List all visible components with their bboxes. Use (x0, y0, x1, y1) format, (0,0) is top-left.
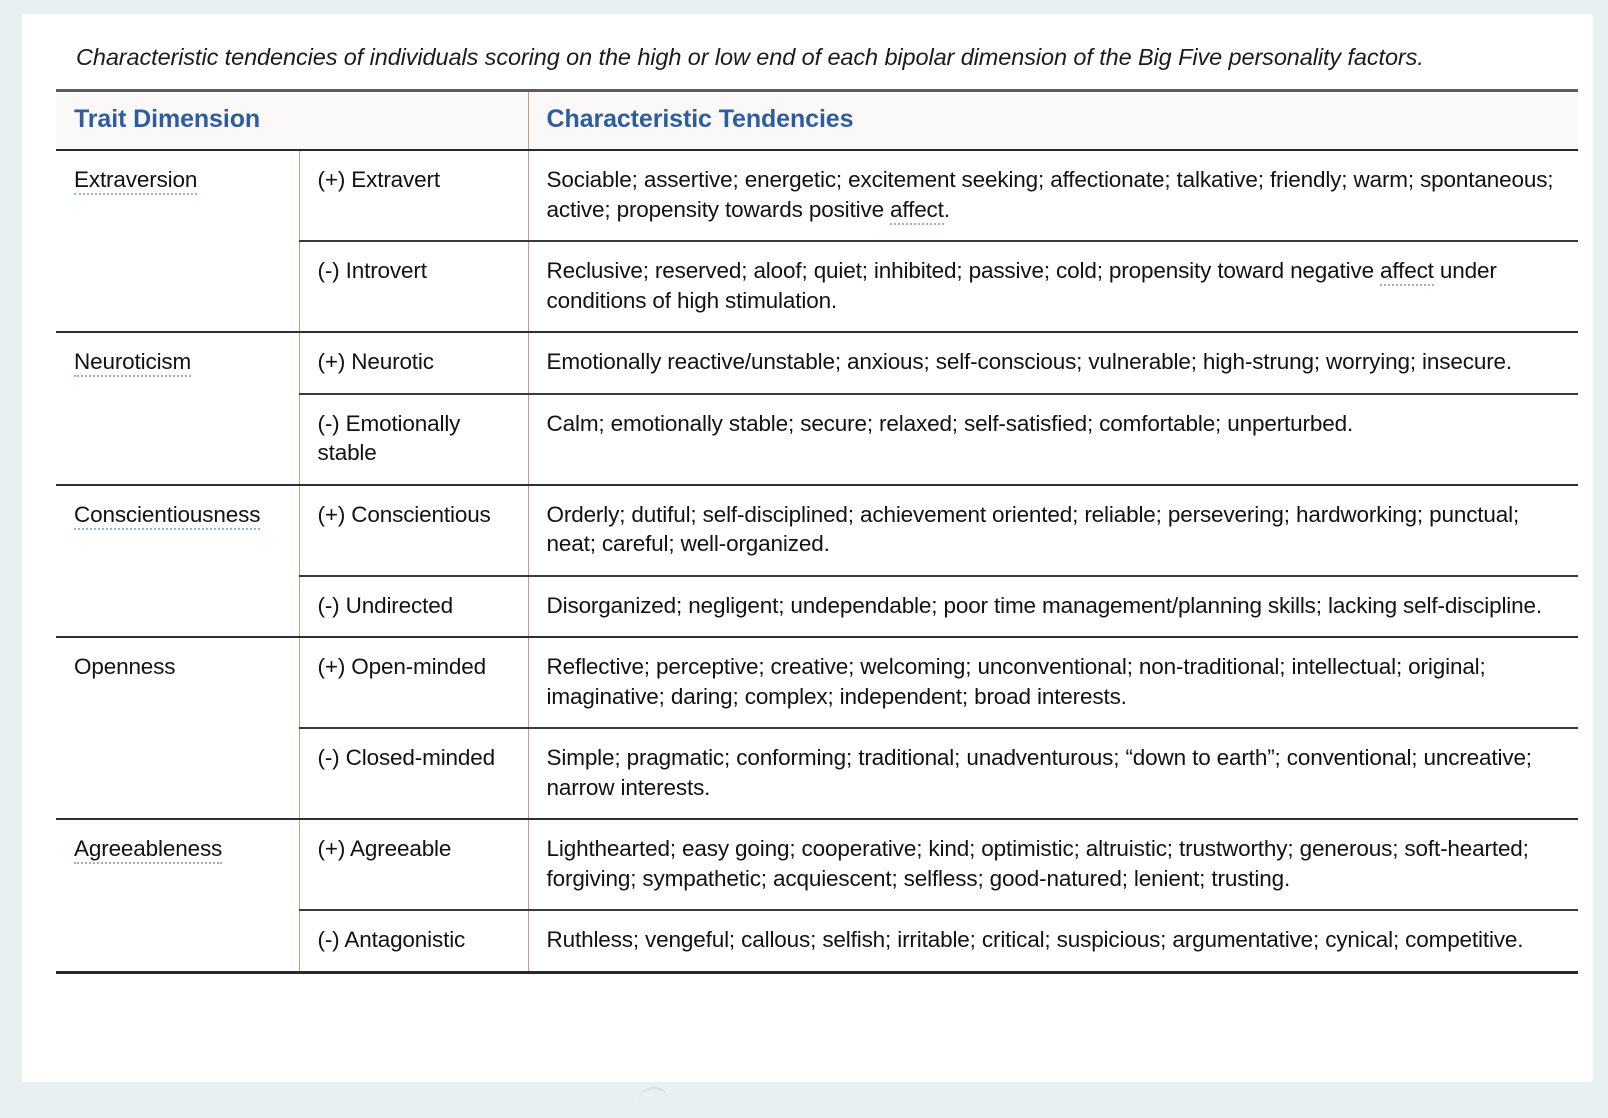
trait-pole-cell: (-) Emotionally stable (299, 394, 528, 485)
table-row (56, 819, 1578, 910)
big-five-traits-table (56, 89, 1578, 974)
trait-pole-cell: (+) Open-minded (299, 637, 528, 728)
trait-pole-cell: (+) Agreeable (299, 819, 528, 910)
spellcheck-underlined-word: Conscientiousness (74, 502, 260, 530)
trait-pole-cell: (-) Introvert (299, 241, 528, 332)
characteristic-tendencies-cell: Disorganized; negligent; undependable; poor time management/planning skills; lacking self-discipline. (528, 576, 1578, 638)
characteristic-tendencies-cell: Simple; pragmatic; conforming; traditional; unadventurous; “down to earth”; conventional; uncreative; narrow interests. (528, 728, 1578, 819)
characteristic-tendencies-cell: Ruthless; vengeful; callous; selfish; irritable; critical; suspicious; argumentative; cynical; competitive. (528, 910, 1578, 972)
table-header (56, 91, 1578, 151)
characteristic-tendencies-cell: Reflective; perceptive; creative; welcoming; unconventional; non-traditional; intellectual; original; imaginative; daring; complex; independent; broad interests. (528, 637, 1578, 728)
table-caption: Characteristic tendencies of individuals scoring on the high or low end of each bipolar dimension of the Big Five personality factors. (76, 44, 1424, 70)
trait-pole-cell: (+) Conscientious (299, 485, 528, 576)
trait-pole-cell: (+) Neurotic (299, 332, 528, 394)
table-row (56, 150, 1578, 241)
document-card (22, 14, 1593, 1082)
table-body (56, 150, 1578, 972)
document-content (56, 30, 1578, 974)
table-row (56, 637, 1578, 728)
trait-pole-cell: (-) Closed-minded (299, 728, 528, 819)
spellcheck-underlined-word: affect (890, 197, 944, 225)
trait-dimension-cell: Openness (56, 637, 299, 819)
trait-dimension-cell (56, 332, 299, 485)
spellcheck-underlined-word: Neuroticism (74, 349, 191, 377)
trait-dimension-cell (56, 485, 299, 638)
trait-pole-cell: (-) Undirected (299, 576, 528, 638)
trait-pole-cell: (+) Extravert (299, 150, 528, 241)
characteristic-tendencies-cell: Reclusive; reserved; aloof; quiet; inhibited; passive; cold; propensity toward negative affect under conditions of high stimulation. (528, 241, 1578, 332)
characteristic-tendencies-cell: Calm; emotionally stable; secure; relaxed; self-satisfied; comfortable; unperturbed. (528, 394, 1578, 485)
characteristic-tendencies-cell: Sociable; assertive; energetic; excitement seeking; affectionate; talkative; friendly; warm; spontaneous; active; propensity towards positive affect. (528, 150, 1578, 241)
characteristic-tendencies-cell: Emotionally reactive/unstable; anxious; self-conscious; vulnerable; high-strung; worrying; insecure. (528, 332, 1578, 394)
column-header-trait-dimension: Trait Dimension (56, 91, 528, 151)
spellcheck-underlined-word: Extraversion (74, 167, 197, 195)
spellcheck-underlined-word: Agreeableness (74, 836, 222, 864)
spellcheck-underlined-word: affect (1380, 258, 1434, 286)
page-fold-arc-indicator (639, 1087, 669, 1101)
characteristic-tendencies-cell: Lighthearted; easy going; cooperative; kind; optimistic; altruistic; trustworthy; generous; soft-hearted; forgiving; sympathetic; acquiescent; selfless; good-natured; lenient; trusting. (528, 819, 1578, 910)
characteristic-tendencies-cell: Orderly; dutiful; self-disciplined; achievement oriented; reliable; persevering; hardworking; punctual; neat; careful; well-organized. (528, 485, 1578, 576)
table-row (56, 485, 1578, 576)
trait-pole-cell: (-) Antagonistic (299, 910, 528, 972)
column-header-characteristic-tendencies: Characteristic Tendencies (528, 91, 1578, 151)
trait-dimension-cell (56, 819, 299, 972)
trait-dimension-cell (56, 150, 299, 332)
table-header-row (56, 91, 1578, 151)
table-row (56, 332, 1578, 394)
